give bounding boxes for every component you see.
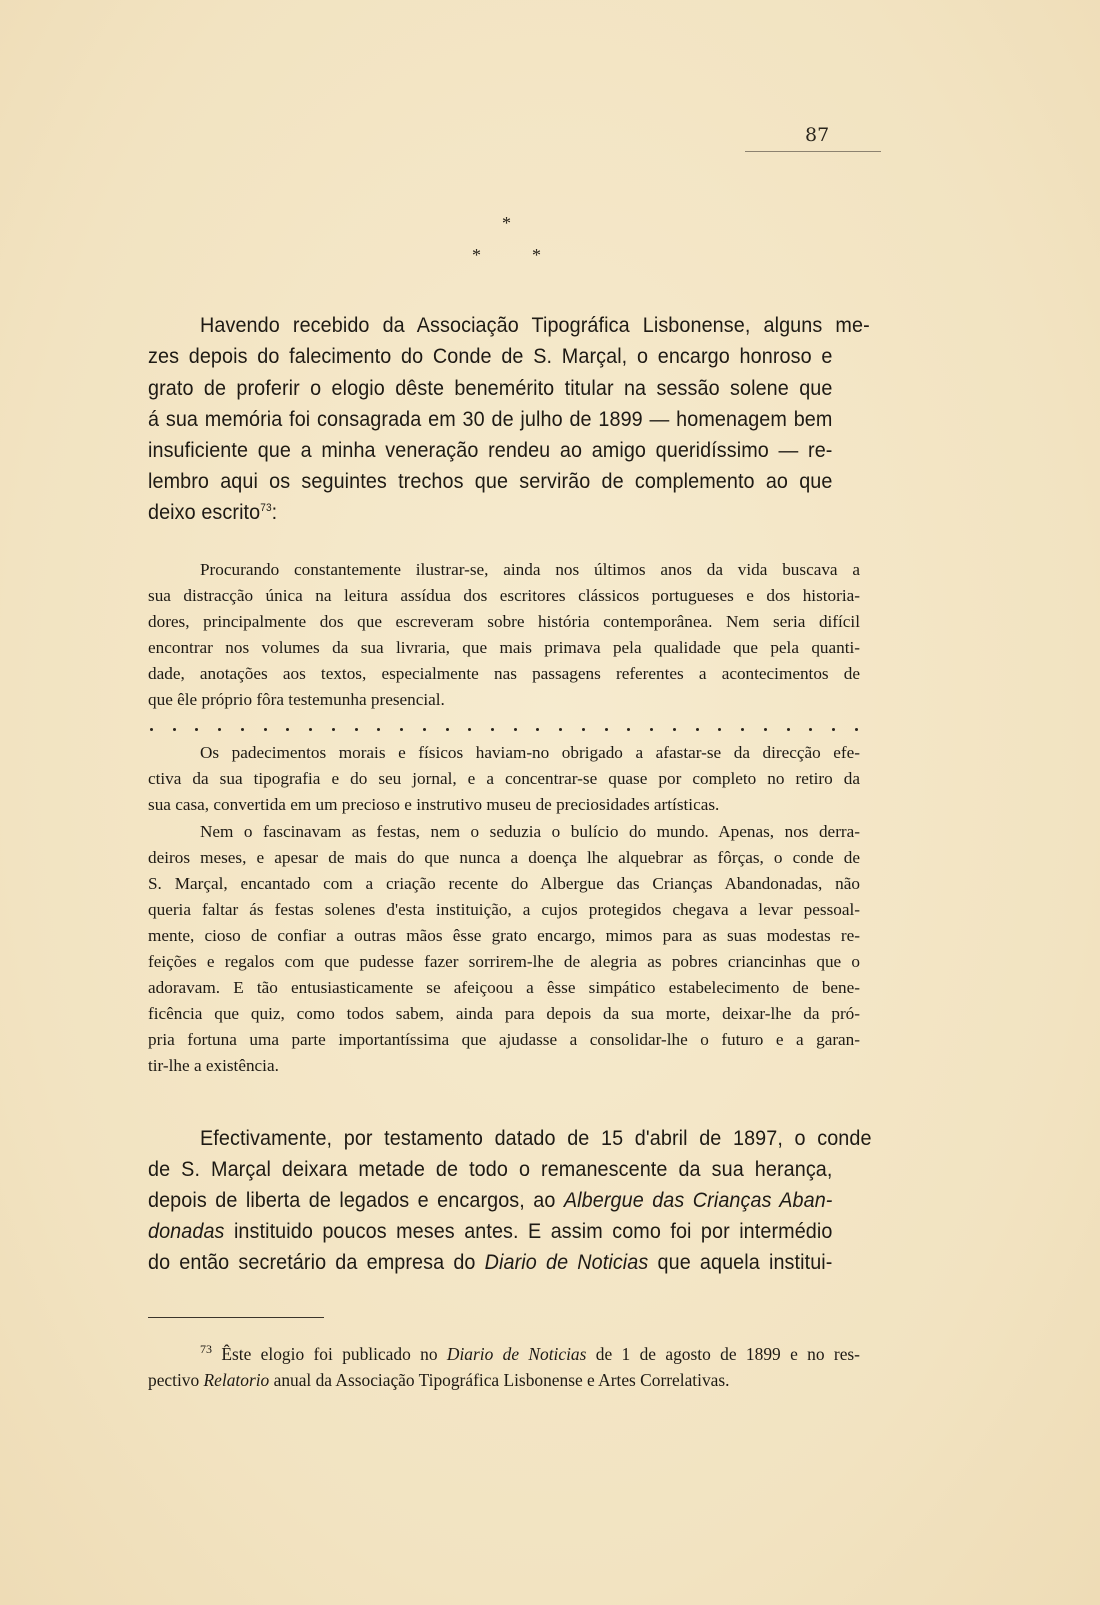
ellipsis-dot <box>241 728 244 731</box>
ellipsis-dot <box>696 728 699 731</box>
ellipsis-dot <box>764 728 767 731</box>
quote-line: Os padecimentos morais e físicos haviam-no obrigado a afastar-se da direcção efe- <box>200 743 860 762</box>
text-segment: pectivo <box>148 1370 204 1390</box>
ellipsis-dot <box>264 728 267 731</box>
ellipsis-dot <box>855 728 858 731</box>
ellipsis-dot <box>832 728 835 731</box>
newspaper-name: Diario de Noticias <box>446 1344 587 1364</box>
ellipsis-dot <box>650 728 653 731</box>
quote-line: dade, anotações aos textos, especialmente nas passagens referentes a acontecimentos de <box>148 664 860 683</box>
text-segment: do então secretário da empresa do <box>148 1250 485 1274</box>
quote-line: adoravam. E tão entusiasticamente se afeiçoou a êsse simpático estabelecimento de bene- <box>148 978 860 997</box>
text-line: lembro aqui os seguintes trechos que servirão de complemento ao que <box>148 469 833 493</box>
ellipsis-dot <box>286 728 289 731</box>
ellipsis-dot <box>173 728 176 731</box>
section-asterisk: * <box>502 213 511 233</box>
quote-line: mente, cioso de confiar a outras mãos êsse grato encargo, mimos para as suas modestas re- <box>148 926 860 945</box>
ellipsis-dot <box>627 728 630 731</box>
text-line: zes depois do falecimento do Conde de S. Marçal, o encargo honroso e <box>148 344 833 368</box>
ellipsis-dot <box>218 728 221 731</box>
ellipsis-dot <box>809 728 812 731</box>
footnote-rule <box>148 1317 324 1318</box>
footnote-number: 73 <box>200 1342 212 1357</box>
header-rule <box>745 151 881 152</box>
quote-line: feições e regalos com que pudesse fazer sorrirem-lhe de alegria as pobres criancinhas que o <box>148 952 860 971</box>
institution-name: donadas <box>148 1219 225 1243</box>
quote-line: S. Marçal, encantado com a criação recente do Albergue das Crianças Abandonadas, não <box>148 874 860 893</box>
quote-line: sua distracção única na leitura assídua dos escritores clássicos portugueses e dos historia- <box>148 586 860 605</box>
text-segment: instituido poucos meses antes. E assim como foi por intermédio <box>224 1219 833 1243</box>
ellipsis-dot <box>491 728 494 731</box>
quote-line: dores, principalmente dos que escreveram sobre história contemporânea. Nem seria difícil <box>148 612 860 631</box>
text-line <box>148 1188 832 1213</box>
text-line: insuficiente que a minha veneração rendeu ao amigo queridíssimo — re- <box>148 438 833 462</box>
page-number: 87 <box>805 124 830 146</box>
section-asterisk: * <box>532 245 541 265</box>
section-asterisk: * <box>472 245 481 265</box>
ellipsis-dot <box>355 728 358 731</box>
ellipsis-dot <box>787 728 790 731</box>
ellipsis-dot <box>400 728 403 731</box>
ellipsis-dot <box>377 728 380 731</box>
newspaper-name: Diario de Noticias <box>484 1250 649 1274</box>
quote-line: Procurando constantemente ilustrar-se, ainda nos últimos anos da vida buscava a <box>200 560 860 579</box>
text-line: Efectivamente, por testamento datado de 15 d'abril de 1897, o conde <box>200 1126 872 1150</box>
text-segment: que aquela institui- <box>648 1250 833 1274</box>
report-name: Relatorio <box>203 1370 270 1390</box>
quote-line: queria faltar ás festas solenes d'esta instituição, a cujos protegidos chegava a levar pessoal- <box>148 900 860 919</box>
ellipsis-dot <box>605 728 608 731</box>
quote-line: tir-lhe a existência. <box>148 1056 279 1075</box>
ellipsis-dot <box>309 728 312 731</box>
quote-line: ficência que quiz, como todos sabem, ainda para depois da sua morte, deixar-lhe da pró- <box>148 1004 860 1023</box>
ellipsis-dot <box>446 728 449 731</box>
ellipsis-dot <box>536 728 539 731</box>
quote-line: deiros meses, e apesar de mais do que nunca a doença lhe alquebrar as fôrças, o conde de <box>148 848 860 867</box>
quote-line: que êle próprio fôra testemunha presencial. <box>148 690 445 709</box>
text-line: de S. Marçal deixara metade de todo o remanescente da sua herança, <box>148 1157 833 1181</box>
text-segment: Êste elogio foi publicado no <box>212 1344 447 1364</box>
text-line: Havendo recebido da Associação Tipográfica Lisbonense, alguns me- <box>200 313 870 337</box>
ellipsis-dot <box>468 728 471 731</box>
ellipsis-dot <box>514 728 517 731</box>
quote-line: ctiva da sua tipografia e do seu jornal, e a concentrar-se quase por completo no retiro da <box>148 769 860 788</box>
ellipsis-dot <box>423 728 426 731</box>
ellipsis-dot <box>741 728 744 731</box>
quote-line: sua casa, convertida em um precioso e instrutivo museu de preciosidades artísticas. <box>148 795 720 814</box>
ellipsis-dot <box>582 728 585 731</box>
footnote-reference[interactable]: 73 <box>260 501 272 514</box>
ellipsis-dot <box>673 728 676 731</box>
text-line <box>148 500 832 525</box>
text-segment: de 1 de agosto de 1899 e no res- <box>586 1344 860 1364</box>
text-segment: anual da Associação Tipográfica Lisbonense e Artes Correlativas. <box>269 1370 730 1390</box>
text-segment: : <box>271 500 278 524</box>
text-segment: depois de liberta de legados e encargos, ao <box>148 1188 564 1212</box>
quote-line: Nem o fascinavam as festas, nem o seduzia o bulício do mundo. Apenas, nos derra- <box>200 822 860 841</box>
institution-name: Albergue das Crianças Aban- <box>563 1188 833 1212</box>
text-line <box>148 1219 832 1244</box>
ellipsis-dot <box>195 728 198 731</box>
text-line <box>148 1250 832 1275</box>
ellipsis-dot <box>332 728 335 731</box>
ellipsis-dot <box>559 728 562 731</box>
ellipsis-dot <box>150 728 153 731</box>
text-segment: deixo escrito <box>148 500 261 524</box>
ellipsis-dot <box>718 728 721 731</box>
quote-line: encontrar nos volumes da sua livraria, que mais primava pela qualidade que pela quanti- <box>148 638 860 657</box>
footnote-line <box>200 1344 860 1365</box>
text-line: á sua memória foi consagrada em 30 de julho de 1899 — homenagem bem <box>148 407 833 431</box>
ellipsis-dots <box>150 728 858 731</box>
text-line: grato de proferir o elogio dêste benemérito titular na sessão solene que <box>148 376 833 400</box>
quote-line: pria fortuna uma parte importantíssima que ajudasse a consolidar-lhe o futuro e a garan- <box>148 1030 860 1049</box>
footnote-line <box>148 1370 860 1391</box>
